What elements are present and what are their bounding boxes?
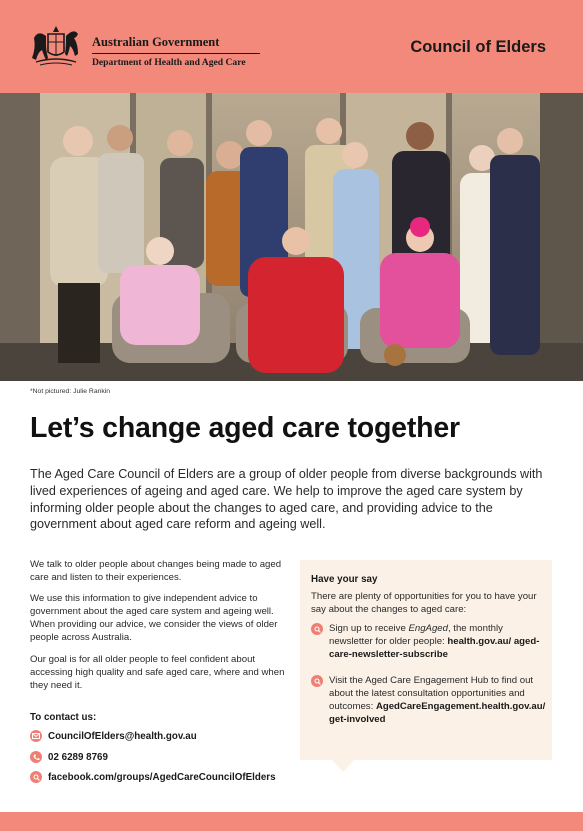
government-name: Australian Government: [92, 35, 220, 49]
contact-facebook[interactable]: [30, 770, 276, 784]
coat-of-arms-icon: [28, 22, 84, 70]
contact-email-text[interactable]: CouncilOfElders@health.gov.au: [48, 730, 197, 742]
newsletter-item: [311, 622, 547, 661]
newsletter-text: [329, 622, 547, 661]
newsletter-name: EngAged: [408, 623, 448, 634]
contact-email[interactable]: [30, 729, 197, 743]
email-icon: [30, 730, 42, 742]
photo-caption: *Not pictured: Julie Rankin: [30, 388, 111, 395]
page-title: Let’s change aged care together: [30, 412, 460, 444]
department-name: Department of Health and Aged Care: [92, 57, 246, 68]
speech-tail: [332, 760, 354, 772]
left-column: [30, 558, 292, 700]
phone-icon: [30, 751, 42, 763]
wordmark-divider: [92, 53, 260, 54]
government-wordmark: [92, 35, 262, 68]
newsletter-pre: Sign up to receive: [329, 623, 409, 634]
newsletter-link[interactable]: health.gov.au/ aged-care-newsletter-subscribe: [329, 636, 540, 660]
contact-phone[interactable]: [30, 750, 108, 764]
have-your-say-heading: Have your say: [311, 574, 378, 585]
header-banner: [0, 0, 583, 93]
contact-facebook-text[interactable]: facebook.com/groups/AgedCareCouncilOfElders: [48, 771, 276, 783]
have-your-say-intro: There are plenty of opportunities for you to have your say about the changes to aged care:: [311, 591, 537, 615]
contact-heading: To contact us:: [30, 712, 97, 723]
group-photo-illustration: [0, 93, 583, 381]
header-title: Council of Elders: [410, 38, 546, 56]
engagement-hub-text: [329, 674, 547, 726]
arrow-icon: [311, 623, 323, 635]
engagement-hub-link[interactable]: AgedCareEngagement.health.gov.au/ get-involved: [329, 701, 546, 725]
engagement-hub-pre: Visit the Aged Care Engagement Hub to find out about the latest consultation opportunities and outcomes:: [329, 675, 534, 712]
paragraph-advice: We use this information to give independent advice to government about the aged care system and ageing well. When providing our advice, we consider the views of older people across Australia.: [30, 593, 278, 644]
contact-phone-text[interactable]: 02 6289 8769: [48, 751, 108, 763]
intro-paragraph: The Aged Care Council of Elders are a group of older people from diverse backgrounds with lived experiences of ageing and aged care. We help to improve the aged care system by informing older people about the changes to aged care, and providing advice to the government about aged care reform and ageing well.: [30, 467, 543, 532]
engagement-hub-item: [311, 674, 547, 726]
paragraph-talk: We talk to older people about changes being made to aged care and listen to their experiences.: [30, 559, 282, 584]
paragraph-goal: Our goal is for all older people to feel confident about accessing high quality and safe aged care, where and when they need it.: [30, 653, 285, 691]
facebook-icon: [30, 771, 42, 783]
footer-banner: [0, 812, 583, 831]
newsletter-mid: , the monthly newsletter for older people:: [329, 623, 503, 647]
arrow-icon: [311, 675, 323, 687]
group-photo: [0, 93, 583, 381]
